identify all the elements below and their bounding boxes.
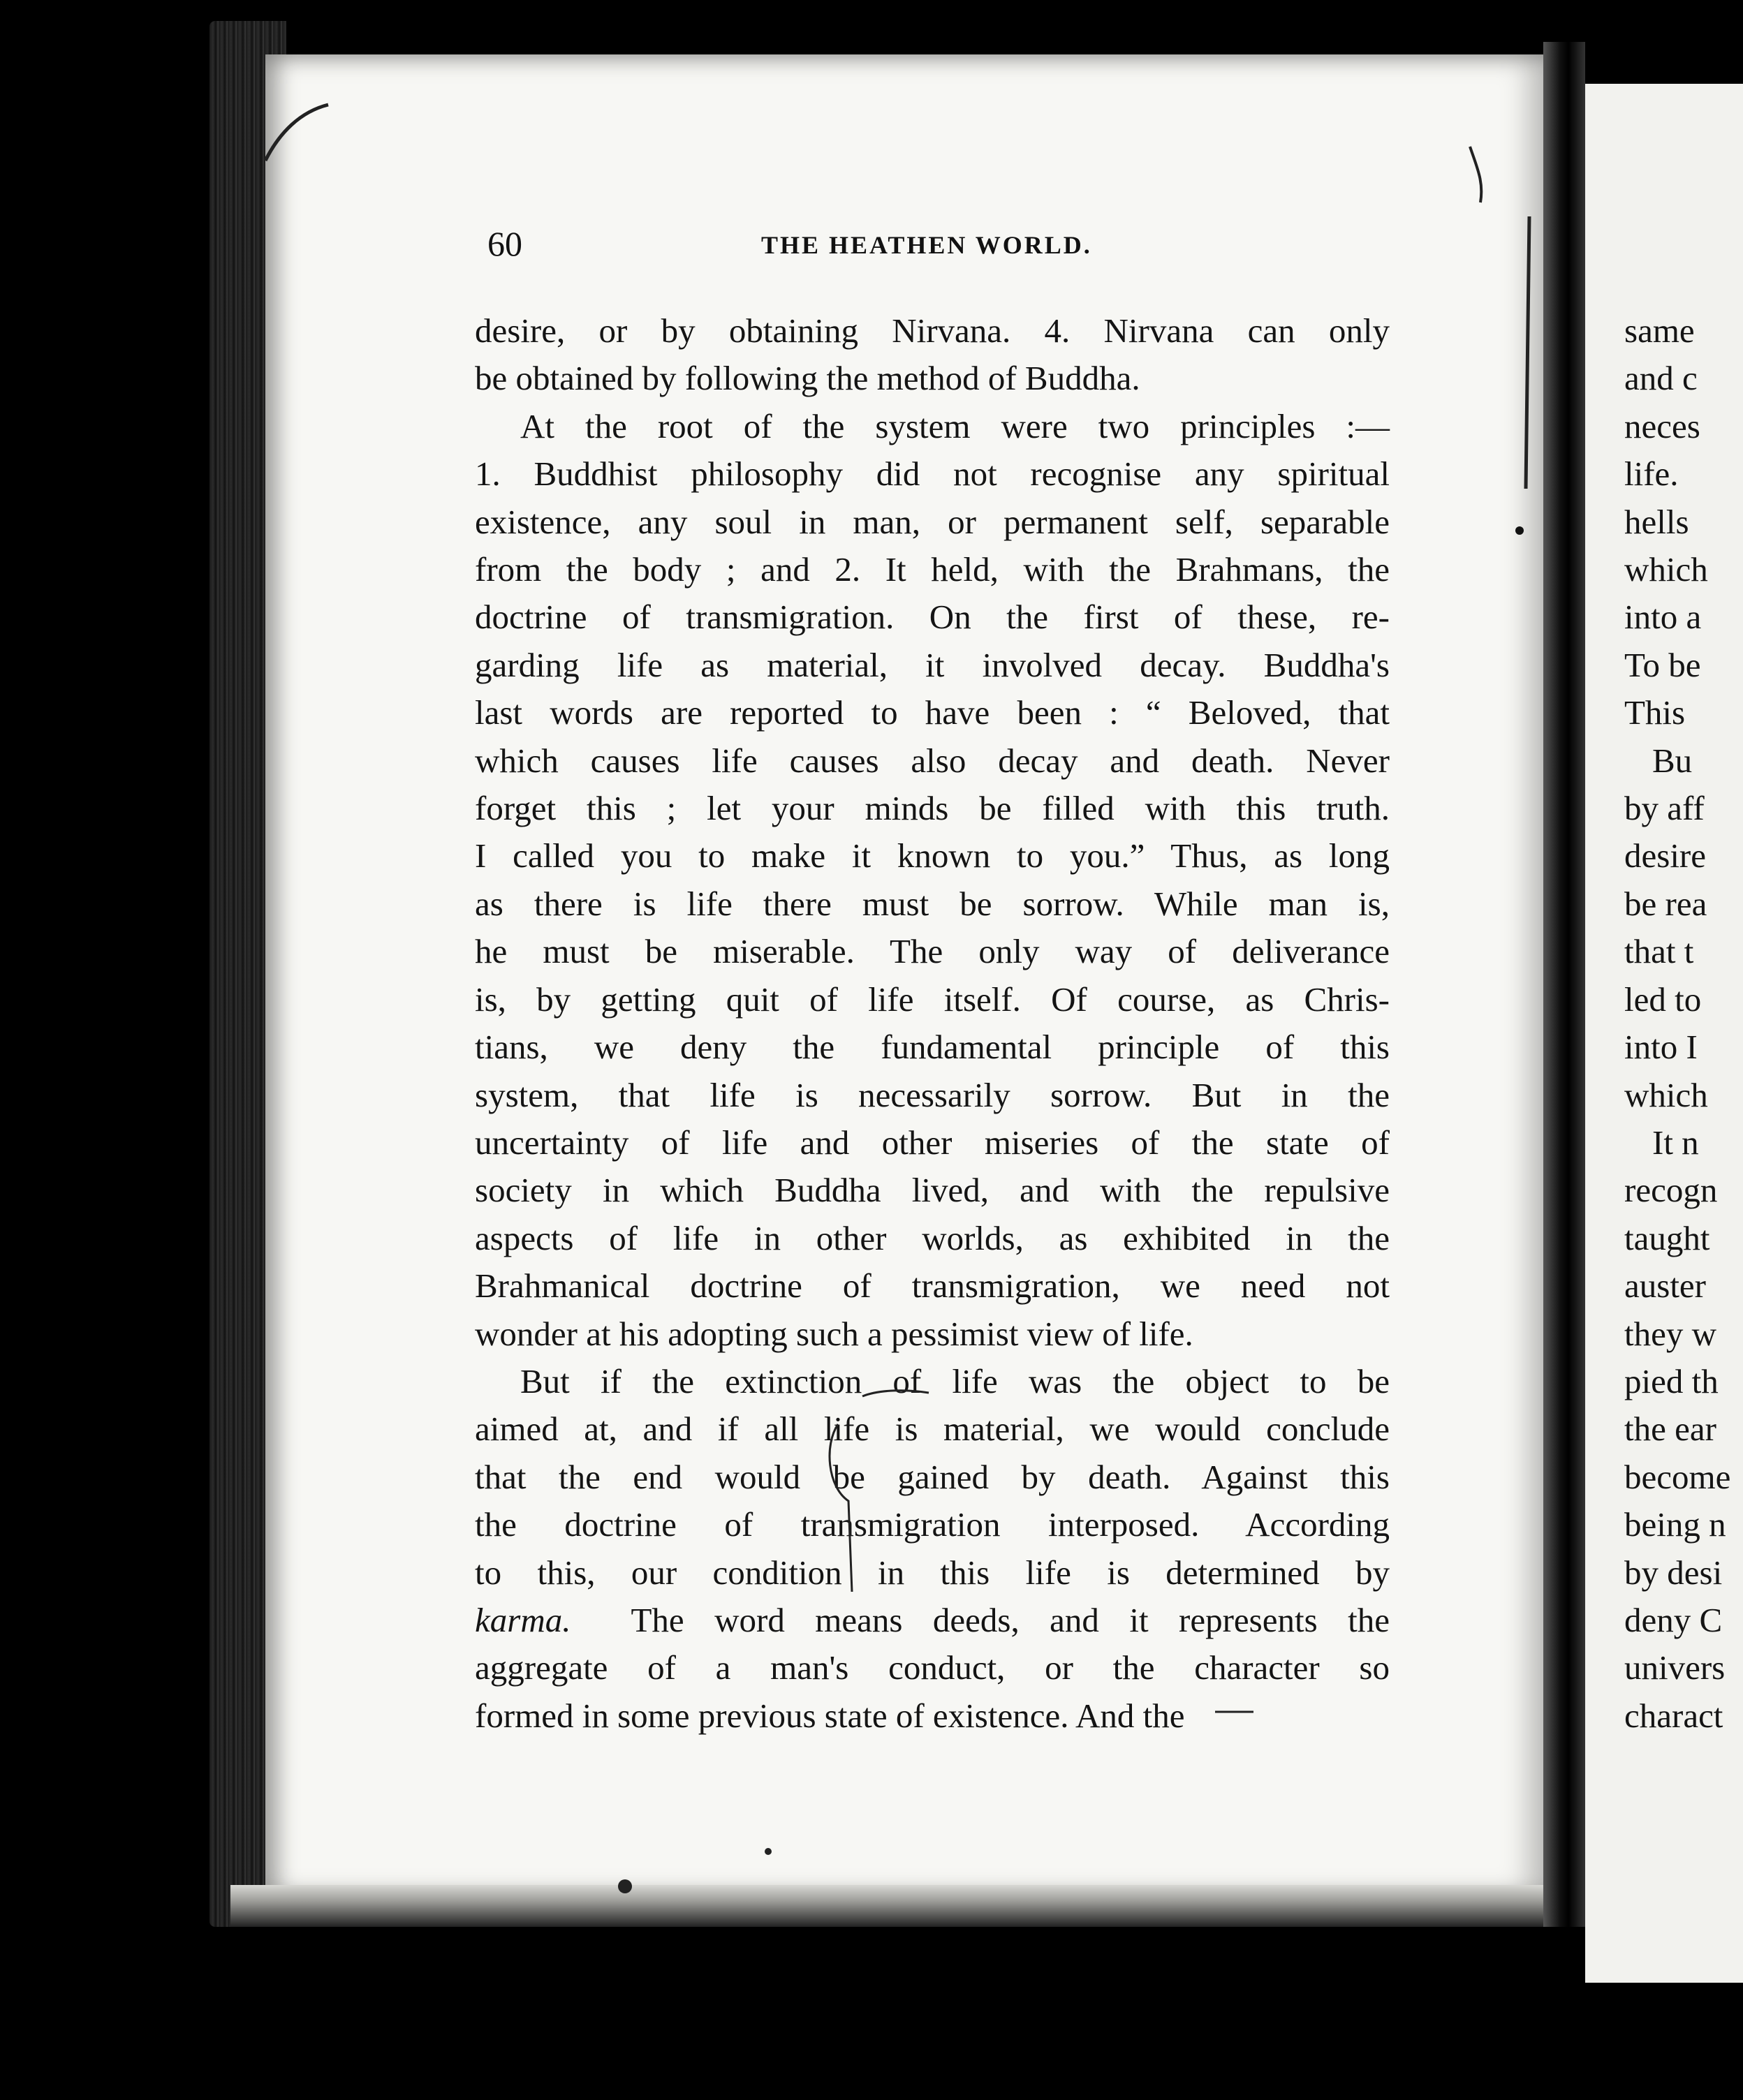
text-line: I called you to make it known to you.” Thus, as long xyxy=(475,836,1390,875)
text-line: he must be miserable. The only way of deliverance xyxy=(475,932,1390,971)
fragment-line: being n xyxy=(1624,1505,1726,1544)
text-line: existence, any soul in man, or permanent self, separable xyxy=(475,502,1390,541)
text-line: At the root of the system were two principles :— xyxy=(520,406,1390,445)
fragment-line: To be xyxy=(1624,645,1701,684)
fragment-line: by desi xyxy=(1624,1553,1723,1592)
fragment-line: led to xyxy=(1624,979,1702,1019)
text-line: is, by getting quit of life itself. Of course, as Chris- xyxy=(475,979,1390,1019)
text-line: garding life as material, it involved decay. Buddha's xyxy=(475,645,1390,684)
text-line: society in which Buddha lived, and with the repulsive xyxy=(475,1171,1390,1210)
text-line: to this, our condition in this life is determined by xyxy=(475,1553,1390,1592)
text-line: But if the extinction of life was the object to be xyxy=(520,1361,1390,1400)
running-title: THE HEATHEN WORLD. xyxy=(761,231,1092,259)
text-line: uncertainty of life and other miseries of the state of xyxy=(475,1123,1390,1162)
fragment-line: It n xyxy=(1652,1123,1699,1162)
text-line: wonder at his adopting such a pessimist view of life. xyxy=(475,1314,1193,1353)
text-line: that the end would be gained by death. Against this xyxy=(475,1457,1390,1496)
fragment-line: which xyxy=(1624,550,1708,589)
fragment-line: into I xyxy=(1624,1028,1698,1067)
text-line: formed in some previous state of existence. And the xyxy=(475,1696,1185,1735)
fragment-line: charact xyxy=(1624,1696,1723,1735)
fragment-line: taught xyxy=(1624,1218,1710,1257)
text-line: aimed at, and if all life is material, we would conclude xyxy=(475,1410,1390,1449)
book-gutter xyxy=(1543,42,1585,1927)
fragment-line: into a xyxy=(1624,598,1702,637)
text-line: desire, or by obtaining Nirvana. 4. Nirvana can only xyxy=(475,311,1390,350)
text-line-rest: The word means deeds, and it represents the xyxy=(631,1600,1390,1639)
fragment-line: which xyxy=(1624,1075,1708,1114)
text-line: which causes life causes also decay and death. Never xyxy=(475,741,1390,780)
text-line: doctrine of transmigration. On the first of these, re- xyxy=(475,598,1390,637)
fragment-line: hells xyxy=(1624,502,1689,541)
fragment-line: and c xyxy=(1624,359,1698,398)
fragment-line: they w xyxy=(1624,1314,1716,1353)
fragment-line: the ear xyxy=(1624,1410,1716,1449)
fragment-line: that t xyxy=(1624,932,1694,971)
fragment-line: This xyxy=(1624,693,1686,732)
fragment-line: life. xyxy=(1624,454,1679,494)
page-number: 60 xyxy=(487,224,522,263)
fragment-line: pied th xyxy=(1624,1361,1719,1400)
text-line: Brahmanical doctrine of transmigration, we need not xyxy=(475,1266,1390,1306)
text-line: 1. Buddhist philosophy did not recognise any spiritual xyxy=(475,454,1390,494)
fragment-line: Bu xyxy=(1652,741,1693,780)
italic-word: karma. xyxy=(475,1600,571,1639)
right-page-fragments xyxy=(1624,307,1743,1740)
text-line: from the body ; and 2. It held, with the Brahmans, the xyxy=(475,550,1390,589)
fragment-line: neces xyxy=(1624,406,1700,445)
text-line: be obtained by following the method of Buddha. xyxy=(475,359,1140,398)
fragment-line: recogn xyxy=(1624,1171,1718,1210)
body-text xyxy=(475,307,1390,1740)
text-line: system, that life is necessarily sorrow. But in the xyxy=(475,1075,1390,1114)
text-line: tians, we deny the fundamental principle of this xyxy=(475,1028,1390,1067)
text-line: last words are reported to have been : “ Beloved, that xyxy=(475,693,1390,732)
text-line: the doctrine of transmigration interposed. According xyxy=(475,1505,1390,1544)
fragment-line: desire xyxy=(1624,836,1706,875)
page-bottom-edge xyxy=(230,1885,1557,1927)
fragment-line: be rea xyxy=(1624,884,1707,923)
fragment-line: become xyxy=(1624,1457,1731,1496)
text-line: aggregate of a man's conduct, or the character so xyxy=(475,1648,1390,1687)
text-line: forget this ; let your minds be filled with this truth. xyxy=(475,789,1390,828)
running-head xyxy=(487,223,1388,272)
fragment-line: same xyxy=(1624,311,1695,350)
text-line-karma xyxy=(475,1597,1390,1644)
fragment-line: by aff xyxy=(1624,789,1705,828)
text-line: as there is life there must be sorrow. While man is, xyxy=(475,884,1390,923)
fragment-line: univers xyxy=(1624,1648,1726,1687)
text-line: aspects of life in other worlds, as exhibited in the xyxy=(475,1218,1390,1257)
fragment-line: deny C xyxy=(1624,1600,1723,1639)
fragment-line: auster xyxy=(1624,1266,1706,1306)
